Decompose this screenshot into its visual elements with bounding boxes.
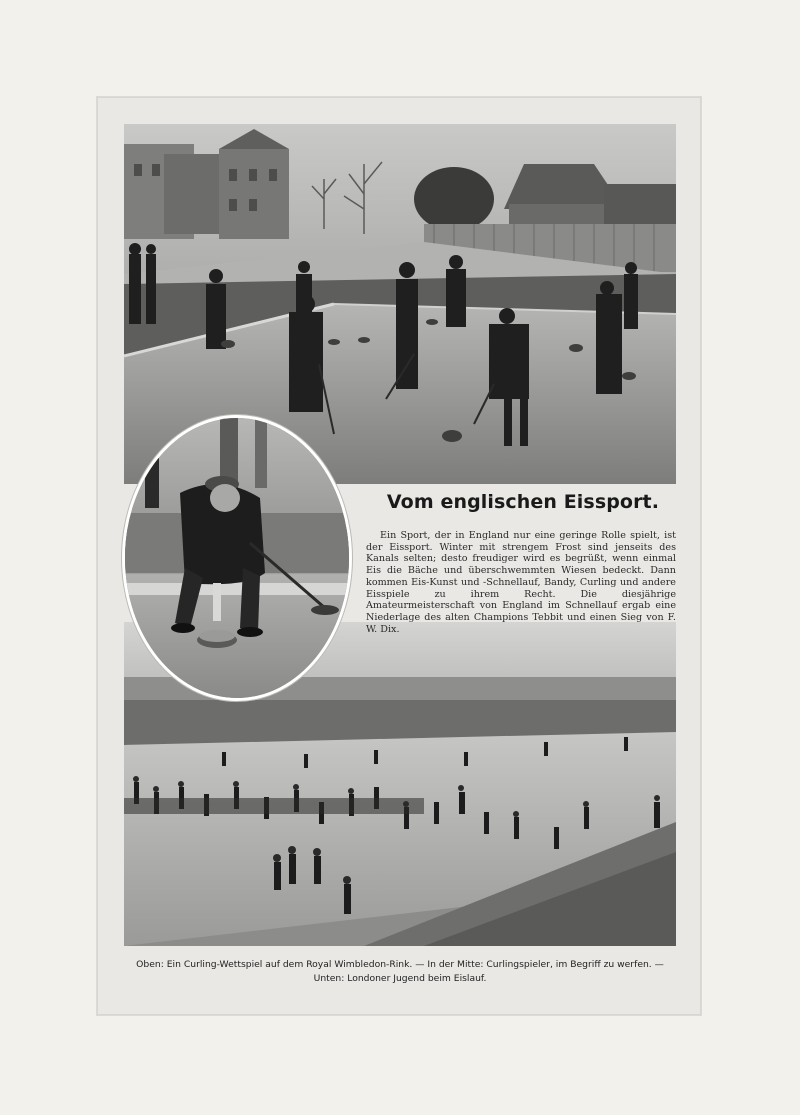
photo-caption bbox=[110, 958, 690, 986]
caption-line-1: Oben: Ein Curling-Wettspiel auf dem Royal Wimbledon-Rink. — In der Mitte: Curlingspieler, im Begriff zu werfen. — bbox=[136, 959, 664, 970]
caption-line-2: Unten: Londoner Jugend beim Eislauf. bbox=[313, 973, 487, 984]
article-body: Ein Sport, der in England nur eine geringe Rolle spielt, ist der Eissport. Winter mit strengem Frost sind jenseits des Kanals selten; desto freudiger wird es begrüßt, wenn einmal Eis die Bäche und überschwemmten Wiesen bedeckt. Dann kommen Eis-Kunst und -Schnellauf, Bandy, Curling und andere Eisspiele zu ihrem Recht. Die diesjährige Amateurmeisterschaft von England im Schnellauf ergab eine Niederlage des alten Champions Tebbit und einen Sieg von F. W. Dix. bbox=[366, 530, 676, 635]
article-title: Vom englischen Eissport. bbox=[386, 491, 660, 513]
photo-curler-throwing bbox=[122, 415, 352, 701]
curler-illustration bbox=[125, 418, 349, 698]
